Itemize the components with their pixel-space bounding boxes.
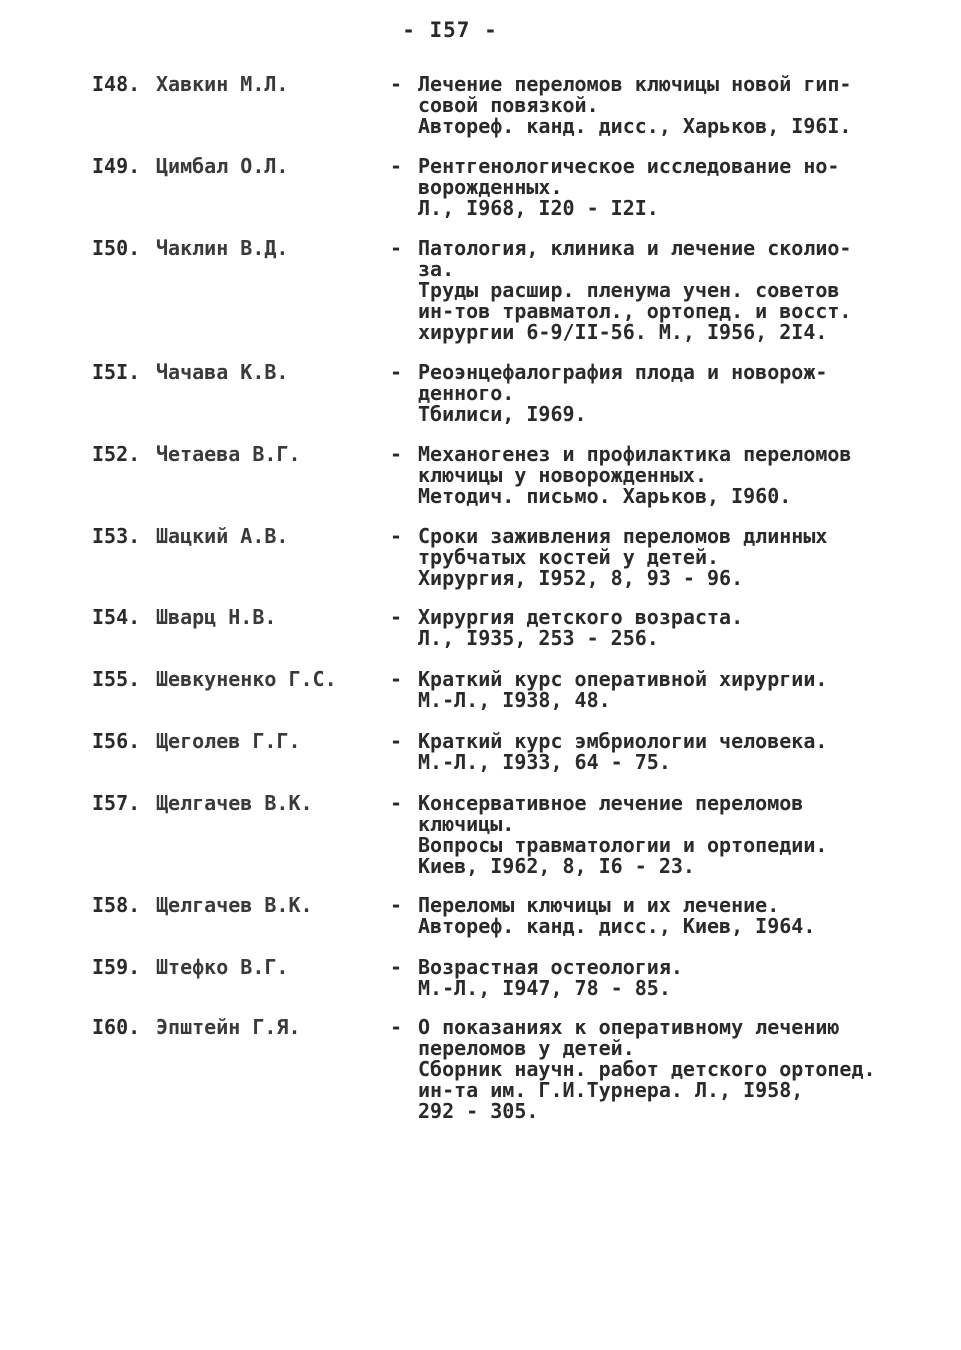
entry-dash: - xyxy=(390,791,403,815)
entry-dash: - xyxy=(390,729,403,753)
entry-dash: - xyxy=(390,893,403,917)
entry-description-line: ключицы у новорожденных. xyxy=(418,463,707,487)
entry-number: I55. xyxy=(92,667,141,691)
entry-description xyxy=(418,526,888,589)
entry-author: Щелгачев В.К. xyxy=(156,893,313,917)
entry-description-line: Переломы ключицы и их лечение. xyxy=(418,893,780,917)
entry-description-line: за. xyxy=(418,257,455,281)
entry-dash: - xyxy=(390,955,403,979)
entry-description xyxy=(418,895,888,937)
entry-dash: - xyxy=(390,667,403,691)
entry-number: I52. xyxy=(92,442,141,466)
entry-dash: - xyxy=(390,154,403,178)
entry-description xyxy=(418,607,888,649)
entry-description xyxy=(418,731,888,773)
entry-description xyxy=(418,74,888,137)
entry-description-line: Возрастная остеология. xyxy=(418,955,683,979)
entry-author: Эпштейн Г.Я. xyxy=(156,1015,301,1039)
entry-number: I48. xyxy=(92,72,141,96)
entry-description-line: трубчатых костей у детей. xyxy=(418,545,720,569)
entry-description-line: 292 - 305. xyxy=(418,1099,539,1123)
entry-description-line: ворожденных. xyxy=(418,175,563,199)
entry-author: Шевкуненко Г.С. xyxy=(156,667,337,691)
entry-dash: - xyxy=(390,360,403,384)
entry-dash: - xyxy=(390,442,403,466)
entry-description xyxy=(418,957,888,999)
entry-number: I50. xyxy=(92,236,141,260)
entry-description-line: Краткий курс эмбриологии человека. xyxy=(418,729,828,753)
entry-description-line: ин-тов травматол., ортопед. и восст. xyxy=(418,299,852,323)
entry-description-line: Киев, I962, 8, I6 - 23. xyxy=(418,854,695,878)
entry-description-line: Реоэнцефалография плода и новорож- xyxy=(418,360,828,384)
entry-author: Щелгачев В.К. xyxy=(156,791,313,815)
entry-description-line: переломов у детей. xyxy=(418,1036,635,1060)
entry-dash: - xyxy=(390,524,403,548)
entry-description-line: М.-Л., I933, 64 - 75. xyxy=(418,750,671,774)
entry-description-line: Сборник научн. работ детского ортопед. xyxy=(418,1057,876,1081)
entry-author: Щеголев Г.Г. xyxy=(156,729,301,753)
entry-author: Шварц Н.В. xyxy=(156,605,277,629)
entry-description-line: Патология, клиника и лечение сколио- xyxy=(418,236,852,260)
entry-description xyxy=(418,238,888,343)
entry-author: Чачава К.В. xyxy=(156,360,289,384)
entry-number: I58. xyxy=(92,893,141,917)
entry-author: Цимбал О.Л. xyxy=(156,154,289,178)
entry-number: I5I. xyxy=(92,360,141,384)
entry-description xyxy=(418,362,888,425)
entry-dash: - xyxy=(390,1015,403,1039)
entry-description-line: Лечение переломов ключицы новой гип- xyxy=(418,72,852,96)
entry-author: Чаклин В.Д. xyxy=(156,236,289,260)
entry-author: Шацкий А.В. xyxy=(156,524,289,548)
entry-number: I54. xyxy=(92,605,141,629)
entry-description-line: Труды расшир. пленума учен. советов xyxy=(418,278,840,302)
entry-description-line: О показаниях к оперативному лечению xyxy=(418,1015,840,1039)
entry-description-line: Тбилиси, I969. xyxy=(418,402,587,426)
page-number: - I57 - xyxy=(402,18,498,42)
entry-author: Штефко В.Г. xyxy=(156,955,289,979)
entry-description xyxy=(418,793,888,877)
entry-description-line: совой повязкой. xyxy=(418,93,599,117)
entry-description-line: Сроки заживления переломов длинных xyxy=(418,524,828,548)
entry-dash: - xyxy=(390,605,403,629)
entry-description-line: Автореф. канд. дисс., Киев, I964. xyxy=(418,914,816,938)
entry-description-line: Л., I935, 253 - 256. xyxy=(418,626,659,650)
entry-description xyxy=(418,156,888,219)
entry-description-line: Методич. письмо. Харьков, I960. xyxy=(418,484,792,508)
entry-description xyxy=(418,669,888,711)
entry-number: I60. xyxy=(92,1015,141,1039)
entry-description-line: Л., I968, I20 - I2I. xyxy=(418,196,659,220)
entry-description-line: хирургии 6-9/II-56. М., I956, 2I4. xyxy=(418,320,828,344)
entry-description xyxy=(418,444,888,507)
entry-author: Хавкин М.Л. xyxy=(156,72,289,96)
entry-description xyxy=(418,1017,888,1122)
entry-number: I59. xyxy=(92,955,141,979)
entry-description-line: Консервативное лечение переломов xyxy=(418,791,804,815)
entry-dash: - xyxy=(390,72,403,96)
entry-dash: - xyxy=(390,236,403,260)
entry-description-line: Вопросы травматологии и ортопедии. xyxy=(418,833,828,857)
entry-description-line: М.-Л., I938, 48. xyxy=(418,688,611,712)
entry-number: I57. xyxy=(92,791,141,815)
entry-description-line: М.-Л., I947, 78 - 85. xyxy=(418,976,671,1000)
entry-description-line: денного. xyxy=(418,381,515,405)
entry-description-line: Механогенез и профилактика переломов xyxy=(418,442,852,466)
entry-author: Четаева В.Г. xyxy=(156,442,301,466)
entry-description-line: Краткий курс оперативной хирургии. xyxy=(418,667,828,691)
entry-description-line: ин-та им. Г.И.Турнера. Л., I958, xyxy=(418,1078,804,1102)
entry-description-line: ключицы. xyxy=(418,812,515,836)
entry-description-line: Хирургия, I952, 8, 93 - 96. xyxy=(418,566,744,590)
entry-description-line: Рентгенологическое исследование но- xyxy=(418,154,840,178)
entry-number: I53. xyxy=(92,524,141,548)
entry-number: I56. xyxy=(92,729,141,753)
entry-number: I49. xyxy=(92,154,141,178)
entry-description-line: Автореф. канд. дисс., Харьков, I96I. xyxy=(418,114,852,138)
entry-description-line: Хирургия детского возраста. xyxy=(418,605,744,629)
